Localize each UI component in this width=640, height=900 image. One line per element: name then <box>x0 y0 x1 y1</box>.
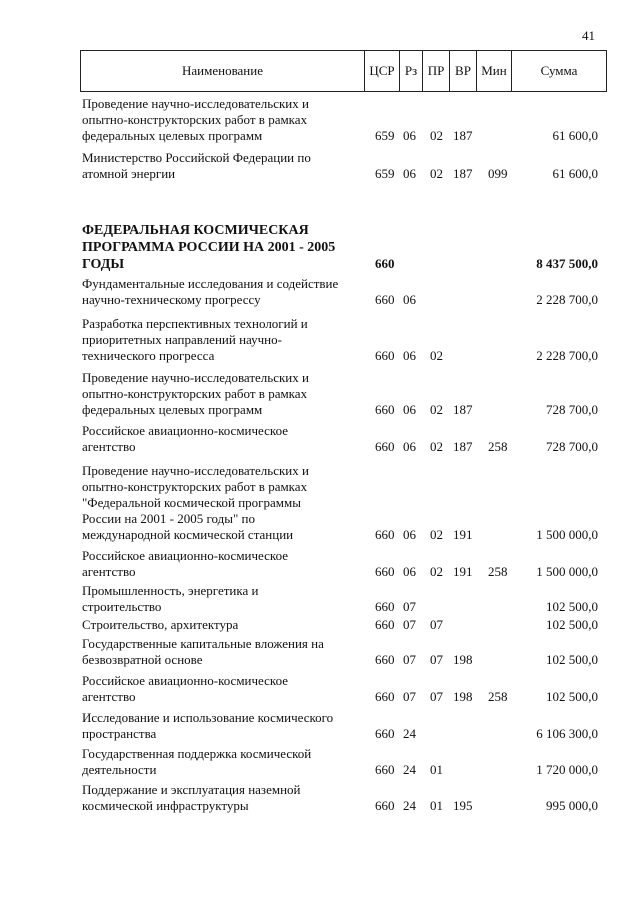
row-sum: 2 228 700,0 <box>536 292 598 307</box>
row-csr: 660 <box>375 292 395 307</box>
row-name: Российское авиационно-космическое агентство <box>82 673 289 704</box>
row-pr: 02 <box>430 128 443 143</box>
page-number: 41 <box>582 28 595 43</box>
row-name: Фундаментальные исследования и содействие научно-техническому прогрессу <box>82 276 339 307</box>
row-sum: 61 600,0 <box>552 128 598 143</box>
row-name: ФЕДЕРАЛЬНАЯ КОСМИЧЕСКАЯ ПРОГРАММА РОССИИ НА 2001 - 2005 ГОДЫ <box>82 223 336 272</box>
row-vr: 187 <box>453 128 473 143</box>
row-csr: 660 <box>375 402 395 417</box>
row-rz: 24 <box>403 798 416 813</box>
row-rz: 06 <box>403 348 416 363</box>
row-vr: 191 <box>453 527 473 542</box>
row-vr: 191 <box>453 564 473 579</box>
row-csr: 660 <box>375 726 395 741</box>
row-pr: 02 <box>430 348 443 363</box>
row-name: Проведение научно-исследовательских и опытно-конструкторских работ в рамках федеральных целевых программ <box>82 96 309 143</box>
row-name: Государственная поддержка космической деятельности <box>82 746 312 777</box>
row-pr: 01 <box>430 798 443 813</box>
row-vr: 195 <box>453 798 473 813</box>
row-rz: 24 <box>403 762 416 777</box>
row-rz: 06 <box>403 564 416 579</box>
row-sum: 8 437 500,0 <box>536 256 598 271</box>
row-name: Государственные капитальные вложения на безвозвратной основе <box>82 636 324 667</box>
row-sum: 102 500,0 <box>546 652 598 667</box>
row-pr: 01 <box>430 762 443 777</box>
row-sum: 102 500,0 <box>546 689 598 704</box>
row-name: Проведение научно-исследовательских и опытно-конструкторских работ в рамках "Федеральной космической программы России на 2001 - 2005 годы" по международной космической станции <box>82 463 309 542</box>
row-sum: 2 228 700,0 <box>536 348 598 363</box>
row-min: 258 <box>488 689 508 704</box>
row-csr: 660 <box>375 439 395 454</box>
row-csr: 660 <box>375 652 395 667</box>
row-min: 258 <box>488 439 508 454</box>
row-name: Разработка перспективных технологий и приоритетных направлений научно- технического прогресса <box>82 316 308 363</box>
row-sum: 102 500,0 <box>546 599 598 614</box>
row-sum: 61 600,0 <box>552 166 598 181</box>
row-vr: 187 <box>453 402 473 417</box>
row-csr: 660 <box>375 617 395 632</box>
header-sum: Сумма <box>512 51 607 92</box>
row-csr: 660 <box>375 599 395 614</box>
row-name: Поддержание и эксплуатация наземной космической инфраструктуры <box>82 782 301 813</box>
row-csr: 660 <box>375 762 395 777</box>
header-vr: ВР <box>450 51 477 92</box>
row-name: Российское авиационно-космическое агентство <box>82 423 289 454</box>
row-rz: 07 <box>403 617 416 632</box>
row-vr: 187 <box>453 439 473 454</box>
row-name: Проведение научно-исследовательских и опытно-конструкторских работ в рамках федеральных целевых программ <box>82 370 309 417</box>
header-csr: ЦСР <box>365 51 400 92</box>
row-sum: 1 500 000,0 <box>536 564 598 579</box>
row-name: Министерство Российской Федерации по атомной энергии <box>82 150 311 181</box>
row-rz: 24 <box>403 726 416 741</box>
row-pr: 02 <box>430 564 443 579</box>
header-rz: Рз <box>400 51 423 92</box>
row-sum: 728 700,0 <box>546 439 598 454</box>
row-csr: 660 <box>375 256 395 271</box>
row-sum: 995 000,0 <box>546 798 598 813</box>
header-name: Наименование <box>81 51 365 92</box>
row-rz: 07 <box>403 689 416 704</box>
row-pr: 02 <box>430 439 443 454</box>
row-sum: 102 500,0 <box>546 617 598 632</box>
row-name: Строительство, архитектура <box>82 617 239 632</box>
row-rz: 06 <box>403 166 416 181</box>
row-vr: 198 <box>453 689 473 704</box>
row-sum: 1 720 000,0 <box>536 762 598 777</box>
row-rz: 06 <box>403 527 416 542</box>
row-rz: 06 <box>403 292 416 307</box>
row-csr: 660 <box>375 527 395 542</box>
row-name: Исследование и использование космического пространства <box>82 710 334 741</box>
row-csr: 660 <box>375 689 395 704</box>
row-min: 099 <box>488 166 508 181</box>
row-name: Промышленность, энергетика и строительство <box>82 583 259 614</box>
row-pr: 07 <box>430 617 443 632</box>
row-vr: 198 <box>453 652 473 667</box>
row-pr: 02 <box>430 402 443 417</box>
row-rz: 06 <box>403 128 416 143</box>
row-rz: 07 <box>403 599 416 614</box>
row-name: Российское авиационно-космическое агентство <box>82 548 289 579</box>
row-pr: 07 <box>430 689 443 704</box>
row-pr: 02 <box>430 166 443 181</box>
row-sum: 728 700,0 <box>546 402 598 417</box>
row-csr: 659 <box>375 166 395 181</box>
row-sum: 1 500 000,0 <box>536 527 598 542</box>
row-vr: 187 <box>453 166 473 181</box>
row-rz: 06 <box>403 439 416 454</box>
row-sum: 6 106 300,0 <box>536 726 598 741</box>
row-csr: 660 <box>375 564 395 579</box>
row-rz: 07 <box>403 652 416 667</box>
row-csr: 660 <box>375 798 395 813</box>
row-csr: 660 <box>375 348 395 363</box>
row-pr: 02 <box>430 527 443 542</box>
row-min: 258 <box>488 564 508 579</box>
row-pr: 07 <box>430 652 443 667</box>
header-min: Мин <box>477 51 512 92</box>
header-pr: ПР <box>423 51 450 92</box>
row-rz: 06 <box>403 402 416 417</box>
row-csr: 659 <box>375 128 395 143</box>
